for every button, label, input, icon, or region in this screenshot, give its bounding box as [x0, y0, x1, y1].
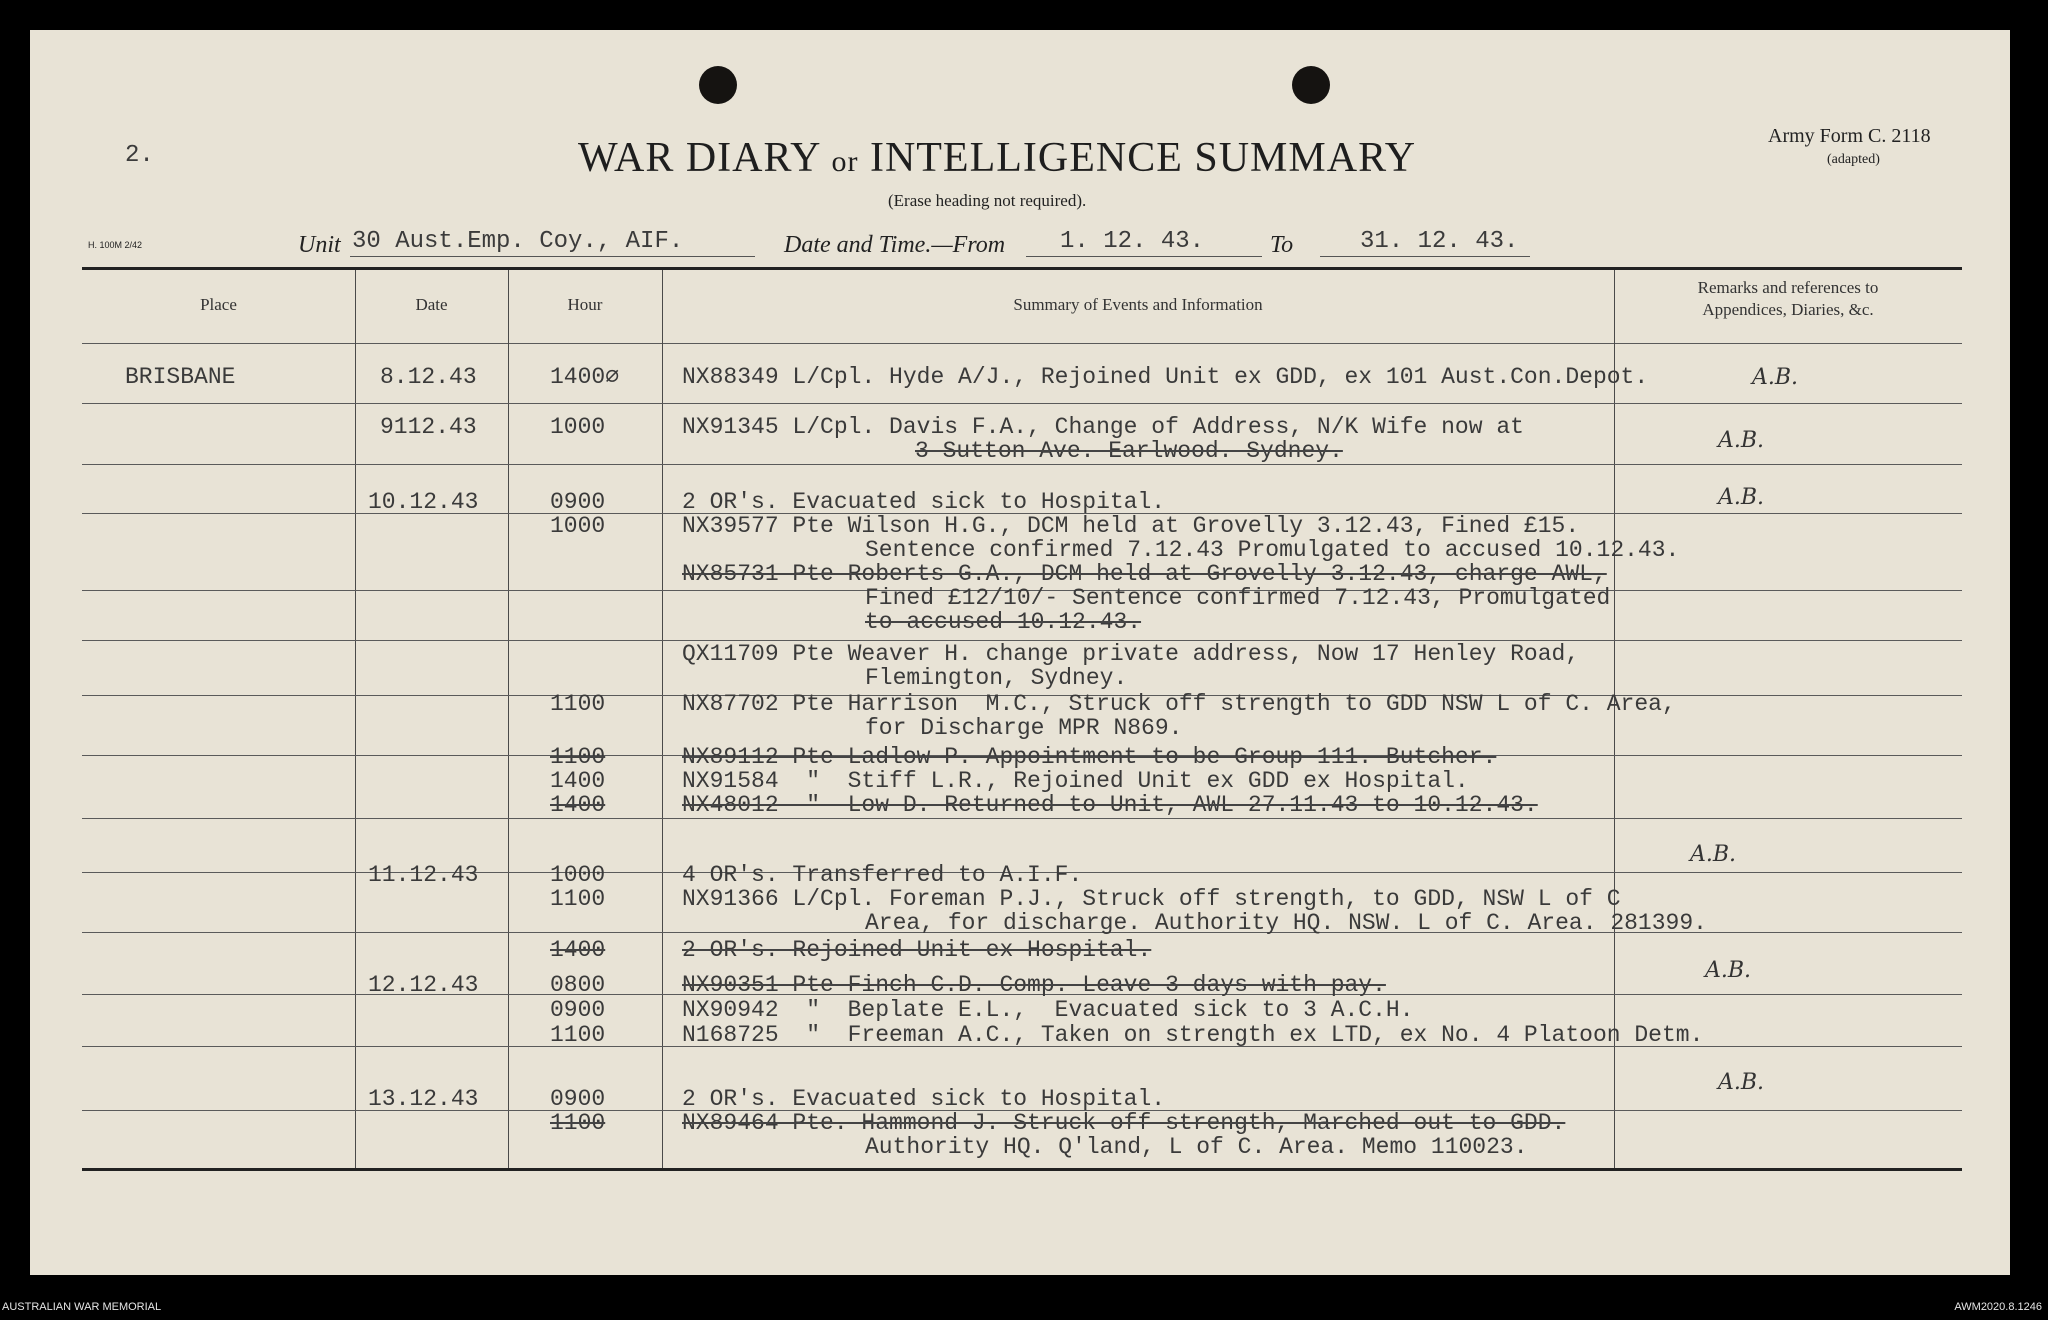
from-value: 1. 12. 43.: [1060, 228, 1205, 255]
col-header-summary: Summary of Events and Information: [1013, 295, 1263, 314]
summary-entry: NX90351 Pte Finch C.D. Comp. Leave 3 days with pay.: [682, 972, 1386, 998]
footer-right: AWM2020.8.1246: [1954, 1301, 2042, 1313]
to-label: To: [1270, 232, 1294, 258]
summary-entry: QX11709 Pte Weaver H. change private address, Now 17 Henley Road,: [682, 641, 1580, 667]
handwritten-initials: A.B.: [1705, 958, 1752, 983]
summary-entry: NX91366 L/Cpl. Foreman P.J., Struck off strength, to GDD, NSW L of C: [682, 886, 1621, 912]
datetime-label: Date and Time.—From: [784, 232, 1006, 258]
hour-cell: 1400: [550, 768, 606, 794]
to-value: 31. 12. 43.: [1360, 228, 1519, 255]
summary-entry: NX91345 L/Cpl. Davis F.A., Change of Address, N/K Wife now at: [682, 414, 1524, 440]
summary-entry-cont: to accused 10.12.43.: [865, 609, 1142, 635]
unit-value: 30 Aust.Emp. Coy., AIF.: [352, 228, 684, 255]
col-header-place: Place: [200, 295, 237, 314]
to-underline: [1320, 256, 1530, 257]
summary-entry: NX88349 L/Cpl. Hyde A/J., Rejoined Unit ex GDD, ex 101 Aust.Con.Depot.: [682, 364, 1649, 390]
summary-entry: 2 OR's. Evacuated sick to Hospital.: [682, 1086, 1166, 1112]
handwritten-initials: A.B.: [1718, 1070, 1765, 1095]
handwritten-initials: A.B.: [1718, 428, 1765, 453]
table-bottom-rule: [82, 1168, 1962, 1171]
summary-entry: NX89112 Pte Ladlow P. Appointment to be Group 111. Butcher.: [682, 744, 1497, 770]
table-top-rule: [82, 267, 1962, 270]
summary-entry: 4 OR's. Transferred to A.I.F.: [682, 862, 1083, 888]
page-subtitle: (Erase heading not required).: [888, 191, 1087, 210]
col-header-remarks-line2: Appendices, Diaries, &c.: [1702, 300, 1874, 319]
date-cell: 13.12.43: [368, 1086, 479, 1112]
hour-cell: 0800: [550, 972, 606, 998]
col-divider: [662, 270, 663, 1168]
hour-cell: 1000: [550, 862, 606, 888]
hour-cell: 1400: [550, 937, 606, 963]
summary-entry-cont: Area, for discharge. Authority HQ. NSW. L of C. Area. 281399.: [865, 910, 1707, 936]
title-part-2: INTELLIGENCE SUMMARY: [869, 135, 1417, 181]
punch-hole: [1292, 66, 1330, 104]
row-rule: [82, 464, 1962, 465]
summary-entry-cont: 3 Sutton Ave. Earlwood. Sydney.: [915, 438, 1343, 464]
hour-cell: 1100: [550, 691, 606, 717]
hour-cell: 1100: [550, 1022, 606, 1048]
summary-entry-cont: Sentence confirmed 7.12.43 Promulgated to accused 10.12.43.: [865, 537, 1680, 563]
summary-entry-cont: for Discharge MPR N869.: [865, 715, 1183, 741]
punch-hole: [699, 66, 737, 104]
summary-entry: NX48012 " Low D. Returned to Unit, AWL 27.11.43 to 10.12.43.: [682, 792, 1538, 818]
summary-entry-cont: Fined £12/10/- Sentence confirmed 7.12.43, Promulgated: [865, 585, 1611, 611]
form-code: H. 100M 2/42: [88, 240, 143, 250]
col-header-date: Date: [415, 295, 448, 314]
hour-cell: 0900: [550, 489, 606, 515]
col-divider: [355, 270, 356, 1168]
army-form-label: Army Form C. 2118: [1768, 125, 1931, 147]
title-or: or: [831, 145, 859, 178]
col-header-remarks: [1614, 277, 1962, 321]
summary-entry: NX85731 Pte Roberts G.A., DCM held at Grovelly 3.12.43, charge AWL,: [682, 561, 1607, 587]
date-cell: 11.12.43: [368, 862, 479, 888]
summary-entry: NX89464 Pte. Hammond J. Struck off strength, Marched out to GDD.: [682, 1110, 1566, 1136]
hour-cell: 1400∅: [550, 364, 620, 390]
summary-entry: NX91584 " Stiff L.R., Rejoined Unit ex GDD ex Hospital.: [682, 768, 1469, 794]
handwritten-initials: A.B.: [1752, 365, 1799, 390]
date-cell: 9112.43: [380, 414, 477, 440]
col-header-remarks-line1: Remarks and references to: [1697, 278, 1879, 297]
row-rule: [82, 818, 1962, 819]
unit-underline: [350, 256, 755, 257]
unit-label: Unit: [298, 232, 341, 258]
footer-left: AUSTRALIAN WAR MEMORIAL: [2, 1301, 162, 1313]
hour-cell: 1000: [550, 513, 606, 539]
hour-cell: 1100: [550, 1110, 606, 1136]
page-number: 2.: [125, 142, 154, 169]
summary-entry: NX39577 Pte Wilson H.G., DCM held at Grovelly 3.12.43, Fined £15.: [682, 513, 1580, 539]
col-divider: [508, 270, 509, 1168]
summary-entry: 2 OR's. Rejoined Unit ex Hospital.: [682, 937, 1152, 963]
summary-entry-cont: Authority HQ. Q'land, L of C. Area. Memo 110023.: [865, 1134, 1528, 1160]
hour-cell: 1100: [550, 744, 606, 770]
summary-entry: N168725 " Freeman A.C., Taken on strength ex LTD, ex No. 4 Platoon Detm.: [682, 1022, 1704, 1048]
date-cell: 12.12.43: [368, 972, 479, 998]
hour-cell: 0900: [550, 997, 606, 1023]
handwritten-initials: A.B.: [1690, 842, 1737, 867]
summary-entry: 2 OR's. Evacuated sick to Hospital.: [682, 489, 1166, 515]
army-form-note: (adapted): [1827, 152, 1880, 167]
col-header-hour: Hour: [567, 295, 603, 314]
diary-sheet: [30, 30, 2010, 1275]
header-bottom-rule: [82, 343, 1962, 344]
page-title: [578, 134, 1416, 182]
row-rule: [82, 403, 1962, 404]
summary-entry: NX87702 Pte Harrison M.C., Struck off strength to GDD NSW L of C. Area,: [682, 691, 1676, 717]
handwritten-initials: A.B.: [1718, 485, 1765, 510]
title-part-1: WAR DIARY: [578, 135, 820, 181]
place-cell: BRISBANE: [125, 364, 236, 390]
date-cell: 8.12.43: [380, 364, 477, 390]
from-underline: [1026, 256, 1262, 257]
hour-cell: 1000: [550, 414, 606, 440]
summary-entry: NX90942 " Beplate E.L., Evacuated sick to 3 A.C.H.: [682, 997, 1414, 1023]
date-cell: 10.12.43: [368, 489, 479, 515]
hour-cell: 1100: [550, 886, 606, 912]
summary-entry-cont: Flemington, Sydney.: [865, 665, 1128, 691]
hour-cell: 1400: [550, 792, 606, 818]
hour-cell: 0900: [550, 1086, 606, 1112]
